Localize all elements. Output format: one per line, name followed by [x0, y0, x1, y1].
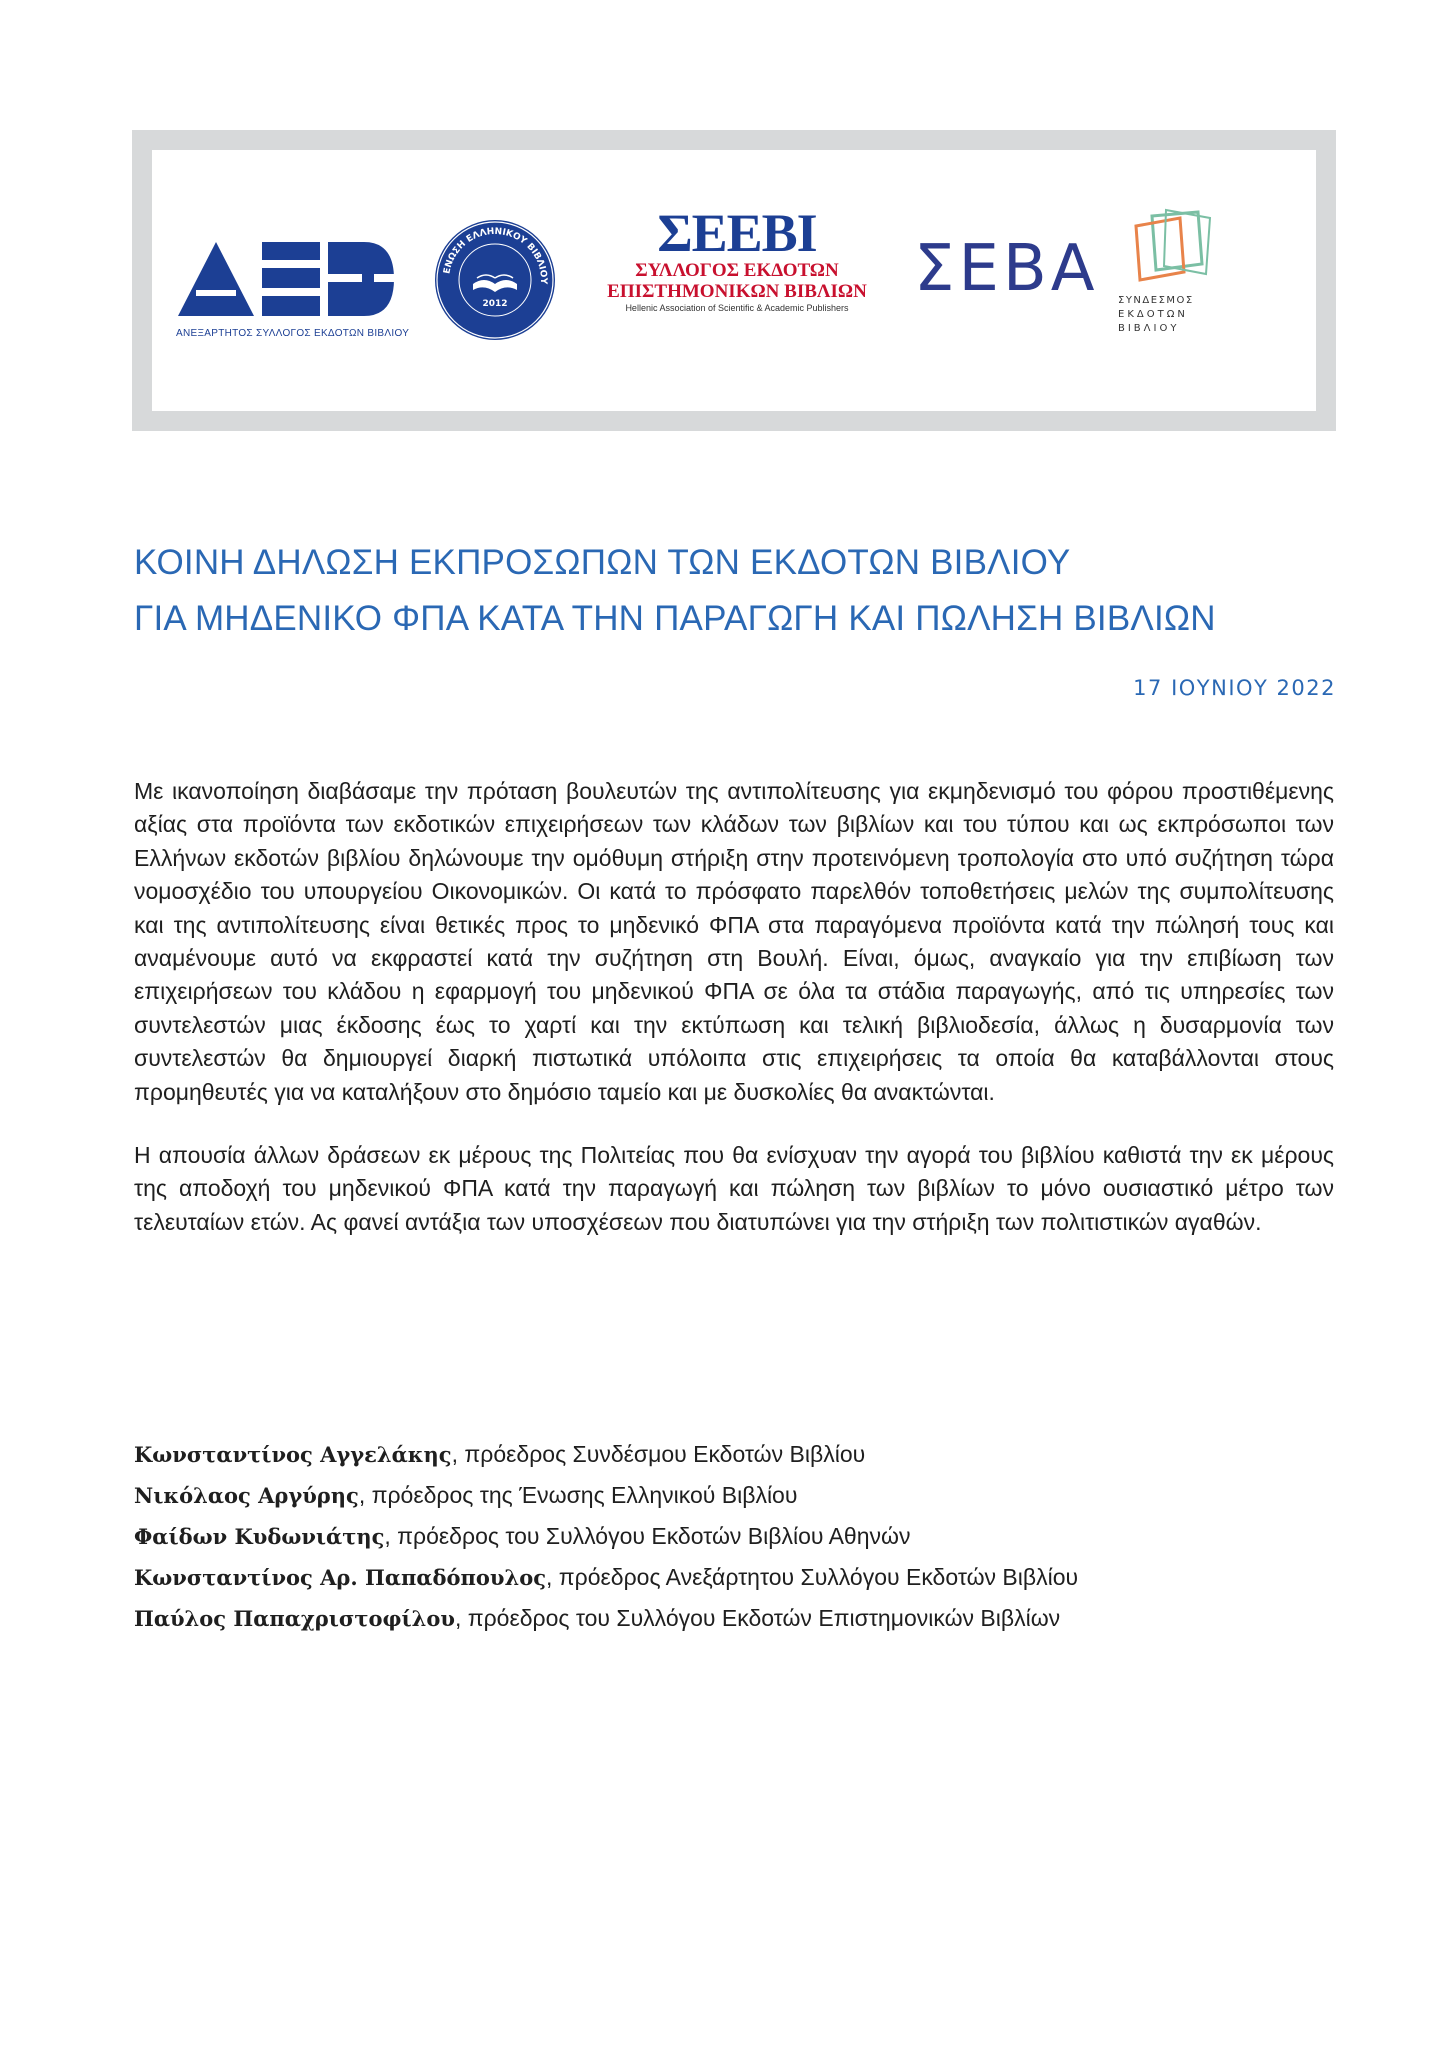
signatory-4: [134, 1557, 1334, 1598]
signatories-list: [134, 1434, 1334, 1639]
statement-body: [134, 775, 1334, 1269]
eev-year: 2012: [482, 299, 508, 309]
aseb-logo-mark: [176, 234, 416, 324]
seeb-line1: ΣΥΛΛΟΓΟΣ ΕΚΔΟΤΩΝ: [635, 260, 839, 281]
seeb-mark: ΣΕΕΒΙ: [657, 203, 817, 263]
seb-line2: ΕΚΔΟΤΩΝ: [1118, 309, 1188, 320]
eev-seal-logo: [433, 218, 557, 342]
signatory-role: , πρόεδρος της Ένωσης Ελληνικού Βιβλίου: [358, 1482, 798, 1508]
signatory-role: , πρόεδρος Ανεξάρτητου Συλλόγου Εκδοτών Βιβλίου: [546, 1564, 1079, 1590]
title-line-1: ΚΟΙΝΗ ΔΗΛΩΣΗ ΕΚΠΡΟΣΩΠΩΝ ΤΩΝ ΕΚΔΟΤΩΝ ΒΙΒΛΙΟΥ: [134, 543, 1071, 582]
signatory-name: Κωνσταντίνος Αγγελάκης: [134, 1442, 452, 1467]
logo-banner-inner: [152, 150, 1316, 411]
signatory-role: , πρόεδρος του Συλλόγου Εκδοτών Βιβλίου Αθηνών: [384, 1523, 911, 1549]
signatory-name: Νικόλαος Αργύρης: [134, 1483, 359, 1508]
aseb-caption: ΑΝΕΞΑΡΤΗΤΟΣ ΣΥΛΛΟΓΟΣ ΕΚΔΟΤΩΝ ΒΙΒΛΙΟΥ: [176, 328, 410, 339]
paragraph-1: Με ικανοποίηση διαβάσαμε την πρόταση βουλευτών της αντιπολίτευσης για εκμηδενισμό του φόρου προστιθέμενης αξίας στα προϊόντα των εκδοτικών επιχειρήσεων των κλάδων των βιβλίων και του τύπου και ως εκπρόσωποι των Ελλήνων εκδοτών βιβλίου δηλώνουμε την ομόθυμη στήριξη στην προτεινόμενη τροπολογία στο υπό συζήτηση τώρα νομοσχέδιο του υπουργείου Οικονομικών. Οι κατά το πρόσφατο παρελθόν τοποθετήσεις μελών της συμπολίτευσης και της αντιπολίτευσης είναι θετικές προς το μηδενικό ΦΠΑ στα παραγόμενα προϊόντα κατά την πώλησή τους και αναμένουμε αυτό να εκφραστεί κατά την συζήτηση στη Βουλή. Είναι, όμως, αναγκαίο για την επιβίωση των επιχειρήσεων του κλάδου η εφαρμογή του μηδενικού ΦΠΑ σε όλα τα στάδια παραγωγής, από τις υπηρεσίες των συντελεστών μιας έκδοσης έως το χαρτί και την εκτύπωση και τελική βιβλιοδεσία, άλλως η δυσαρμονία των συντελεστών θα δημιουργεί διαρκή πιστωτικά υπόλοιπα στις επιχειρήσεις τα οποία θα καταβάλλονται στους προμηθευτές για να καταλήξουν στο δημόσιο ταμείο και με δυσκολίες θα ανακτώνται.: [134, 778, 1334, 1105]
signatory-name: Κωνσταντίνος Αρ. Παπαδόπουλος: [134, 1565, 547, 1590]
document-date: 17 ΙΟΥΝΙΟΥ 2022: [1133, 676, 1336, 700]
aseb-logo: [176, 234, 416, 344]
signatory-name: Φαίδων Κυδωνιάτης: [134, 1524, 385, 1549]
signatory-2: [134, 1475, 1334, 1516]
seb-book-icon: [1118, 206, 1228, 294]
seva-mark: ΣΕΒΑ: [914, 232, 1099, 306]
eev-ring-text: ΕΝΩΣΗ ΕΛΛΗΝΙΚΟΥ ΒΙΒΛΙΟΥ: [442, 226, 549, 285]
signatory-1: [134, 1434, 1334, 1475]
signatory-name: Παύλος Παπαχριστοφίλου: [134, 1606, 455, 1631]
paragraph-2: Η απουσία άλλων δράσεων εκ μέρους της Πολιτείας που θα ενίσχυαν την αγορά του βιβλίου καθιστά την εκ μέρους της αποδοχή του μηδενικού ΦΠΑ κατά την παραγωγή και πώληση των βιβλίων το μόνο ουσιαστικό μέτρο των τελευταίων ετών. Ας φανεί αντάξια των υποσχέσεων που διατυπώνει για την στήριξη των πολιτιστικών αγαθών.: [134, 1142, 1334, 1235]
signatory-role: , πρόεδρος Συνδέσμου Εκδοτών Βιβλίου: [451, 1441, 866, 1467]
signatory-3: [134, 1516, 1334, 1557]
seb-line1: ΣΥΝΔΕΣΜΟΣ: [1118, 295, 1194, 306]
eev-seal-mark: [433, 218, 557, 342]
seeb-line2: ΕΠΙΣΤΗΜΟΝΙΚΩΝ ΒΙΒΛΙΩΝ: [607, 281, 867, 302]
seb-logo: [1118, 206, 1238, 356]
seb-line3: ΒΙΒΛΙΟΥ: [1118, 323, 1180, 334]
title-line-2: ΓΙΑ ΜΗΔΕΝΙΚΟ ΦΠΑ ΚΑΤΑ ΤΗΝ ΠΑΡΑΓΩΓΗ ΚΑΙ ΠΩΛΗΣΗ ΒΙΒΛΙΩΝ: [134, 599, 1216, 638]
logo-banner: [132, 130, 1336, 431]
seeb-logo: [592, 203, 882, 336]
signatory-5: [134, 1598, 1334, 1639]
signatory-role: , πρόεδρος του Συλλόγου Εκδοτών Επιστημονικών Βιβλίων: [454, 1605, 1061, 1631]
seva-logo: [914, 232, 1099, 306]
seeb-line3: Hellenic Association of Scientific & Academic Publishers: [625, 303, 849, 313]
page-title: [134, 535, 1334, 647]
